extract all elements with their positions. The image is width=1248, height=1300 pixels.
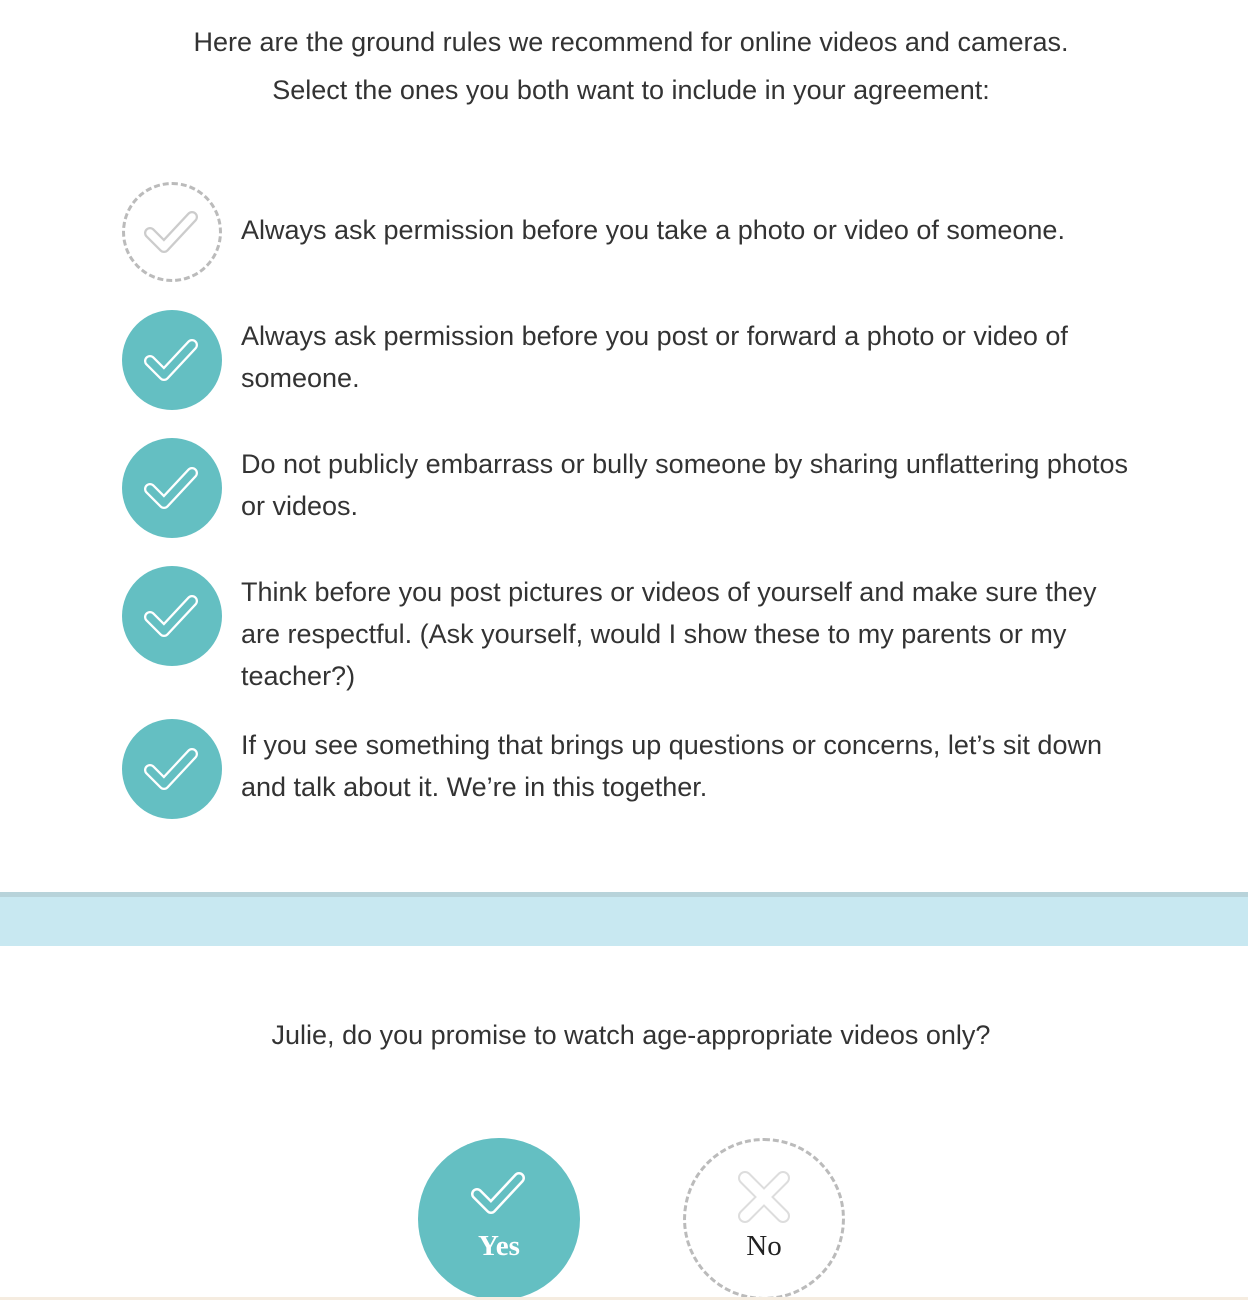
intro-text <box>0 18 1248 114</box>
rule-checkbox[interactable] <box>122 310 222 410</box>
checkmark-icon <box>143 744 201 794</box>
checkmark-icon <box>143 591 201 641</box>
x-icon <box>737 1170 791 1224</box>
rule-checkbox[interactable] <box>122 438 222 538</box>
yes-label: Yes <box>478 1230 520 1262</box>
rule-item <box>122 182 1142 282</box>
no-button[interactable] <box>683 1138 845 1300</box>
rule-text: If you see something that brings up questions or concerns, let’s sit down and talk about it. We’re in this together. <box>241 730 1102 802</box>
checkmark-icon <box>143 207 201 257</box>
checkmark-icon <box>143 463 201 513</box>
section-divider <box>0 892 1248 946</box>
rule-item <box>122 566 1142 697</box>
card-edge <box>0 946 1248 986</box>
question-text: Julie, do you promise to watch age-appropriate videos only? <box>271 1020 991 1050</box>
rule-item <box>122 438 1142 538</box>
rule-text: Do not publicly embarrass or bully someone by sharing unflattering photos or videos. <box>241 449 1128 521</box>
card-edge <box>0 860 1248 892</box>
intro-line-1: Here are the ground rules we recommend for online videos and cameras. <box>193 27 1069 57</box>
rule-item <box>122 719 1142 819</box>
rule-text: Always ask permission before you take a photo or video of someone. <box>241 215 1065 245</box>
rule-checkbox[interactable] <box>122 719 222 819</box>
yes-button[interactable] <box>418 1138 580 1300</box>
rule-text: Think before you post pictures or videos of yourself and make sure they are respectful. (Ask yourself, would I show these to my parents or my teacher?) <box>241 577 1097 691</box>
rule-checkbox[interactable] <box>122 182 222 282</box>
intro-line-2: Select the ones you both want to include in your agreement: <box>272 75 990 105</box>
checkmark-icon <box>143 335 201 385</box>
rule-text: Always ask permission before you post or forward a photo or video of someone. <box>241 321 1068 393</box>
no-label: No <box>746 1230 782 1262</box>
rule-item <box>122 310 1142 410</box>
rule-checkbox[interactable] <box>122 566 222 666</box>
checkmark-icon <box>471 1168 527 1218</box>
